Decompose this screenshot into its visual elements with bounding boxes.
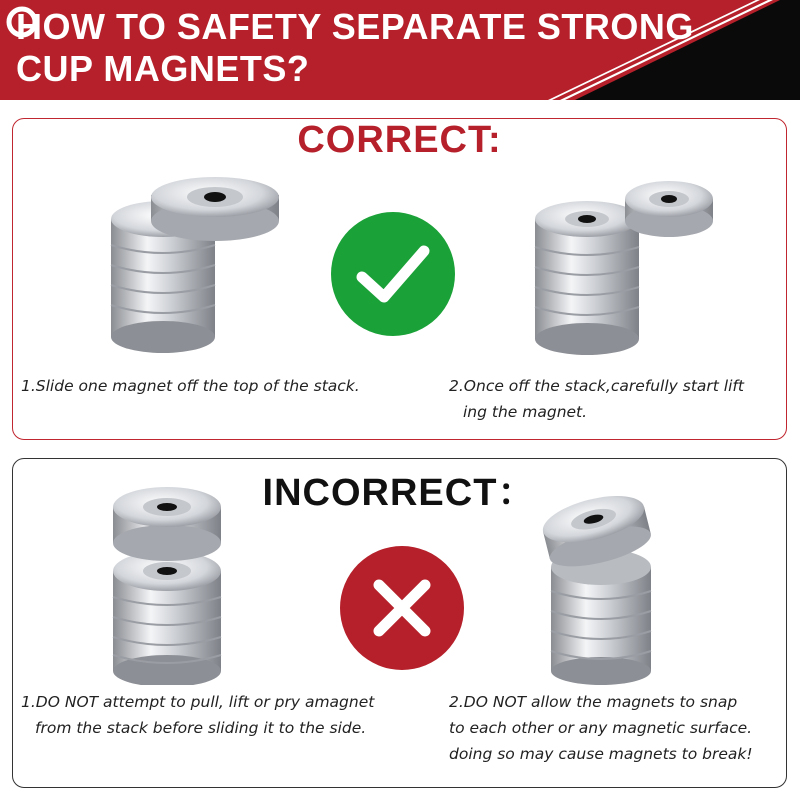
incorrect-panel: [12, 458, 787, 788]
incorrect-step2-caption: 2.DO NOT allow the magnets to snap to each other or any magnetic surface. doing so may cause magnets to break!: [449, 693, 753, 763]
magnet-stack-top-lifted: [531, 177, 721, 357]
magnet-stack-top-sliding: [107, 177, 297, 357]
page-title-line2: CUP MAGNETS?: [16, 48, 310, 89]
header-banner: [0, 0, 800, 100]
incorrect-step1-caption: 1.DO NOT attempt to pull, lift or pry amagnet from the stack before sliding it to the side.: [21, 693, 375, 737]
magnet-stack-pulled-up: [105, 475, 235, 685]
correct-panel: [12, 118, 787, 440]
ring-logo-icon: [0, 0, 44, 44]
cross-icon: [339, 545, 465, 671]
incorrect-heading: INCORRECT：: [262, 472, 537, 514]
correct-step1-caption: 1.Slide one magnet off the top of the stack.: [21, 377, 360, 395]
magnet-stack-pried: [529, 485, 669, 685]
page-title-line1: HOW TO SAFETY SEPARATE STRONG: [16, 6, 694, 47]
checkmark-icon: [330, 211, 456, 337]
correct-heading: CORRECT:: [297, 119, 502, 161]
correct-step2-caption: 2.Once off the stack,carefully start lift ing the magnet.: [449, 377, 744, 421]
